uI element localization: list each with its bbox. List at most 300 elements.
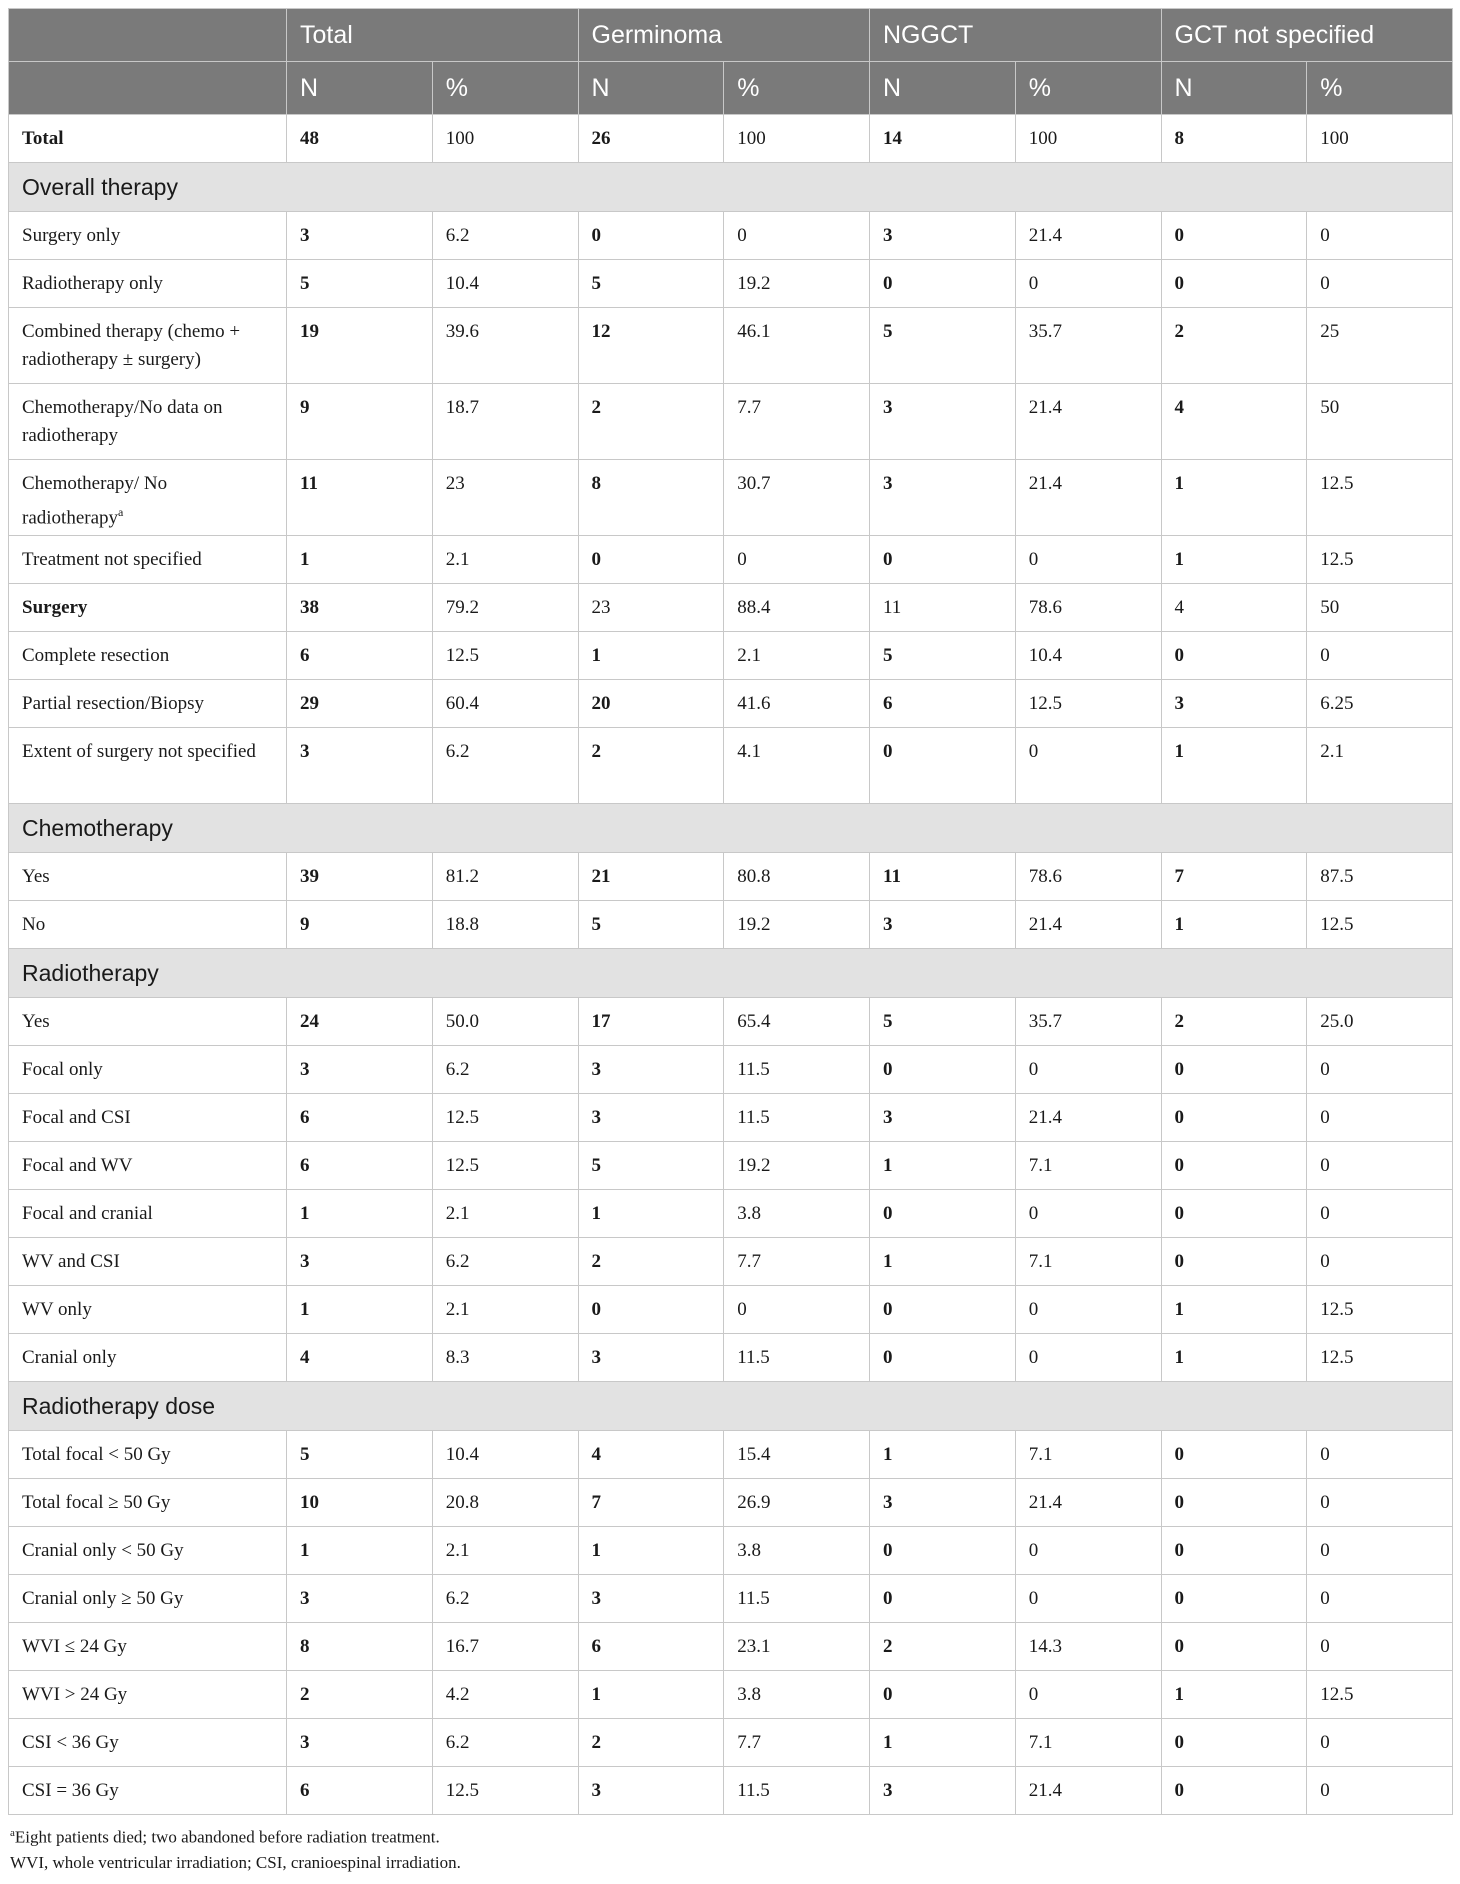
table-row [9, 1527, 1453, 1575]
cell-count: 48 [287, 115, 433, 163]
cell-count: 3 [578, 1334, 724, 1382]
section-header-row [9, 1382, 1453, 1431]
section-header-row [9, 949, 1453, 998]
row-label [9, 1575, 287, 1623]
table-header [9, 9, 1453, 115]
row-label [9, 584, 287, 632]
cell-percent: 65.4 [724, 998, 870, 1046]
cell-count: 1 [1161, 1671, 1307, 1719]
table-row [9, 1671, 1453, 1719]
cell-percent: 6.2 [432, 1719, 578, 1767]
cell-count: 3 [287, 1046, 433, 1094]
cell-count: 3 [578, 1046, 724, 1094]
row-label [9, 308, 287, 384]
header-sub: % [1015, 62, 1161, 115]
cell-count: 1 [870, 1238, 1016, 1286]
cell-count: 0 [1161, 1719, 1307, 1767]
table-row [9, 384, 1453, 460]
therapy-table [8, 8, 1453, 1815]
row-label [9, 728, 287, 804]
row-label-text: WVI ≤ 24 Gy [22, 1636, 127, 1657]
cell-count: 2 [578, 384, 724, 460]
cell-count: 14 [870, 115, 1016, 163]
cell-count: 4 [1161, 584, 1307, 632]
row-label [9, 1238, 287, 1286]
cell-percent: 20.8 [432, 1479, 578, 1527]
cell-percent: 79.2 [432, 584, 578, 632]
row-label-text: Radiotherapy only [22, 273, 163, 294]
table-row [9, 460, 1453, 536]
cell-count: 0 [1161, 1142, 1307, 1190]
cell-percent: 35.7 [1015, 308, 1161, 384]
cell-count: 0 [1161, 260, 1307, 308]
cell-count: 2 [1161, 998, 1307, 1046]
cell-count: 20 [578, 680, 724, 728]
cell-count: 0 [1161, 1767, 1307, 1815]
cell-percent: 60.4 [432, 680, 578, 728]
table-row [9, 998, 1453, 1046]
row-label [9, 1527, 287, 1575]
cell-count: 26 [578, 115, 724, 163]
cell-percent: 0 [1307, 1527, 1453, 1575]
row-label-text: CSI < 36 Gy [22, 1732, 119, 1753]
cell-count: 0 [1161, 1575, 1307, 1623]
header-group: GCT not specified [1161, 9, 1453, 62]
row-label-text: Total focal < 50 Gy [22, 1444, 171, 1465]
cell-count: 23 [578, 584, 724, 632]
row-label-text: Yes [22, 1011, 50, 1032]
cell-count: 3 [287, 1238, 433, 1286]
cell-percent: 25.0 [1307, 998, 1453, 1046]
cell-percent: 12.5 [1015, 680, 1161, 728]
cell-count: 1 [870, 1431, 1016, 1479]
header-group: Total [287, 9, 579, 62]
cell-count: 9 [287, 901, 433, 949]
cell-percent: 11.5 [724, 1767, 870, 1815]
cell-percent: 50.0 [432, 998, 578, 1046]
cell-percent: 19.2 [724, 901, 870, 949]
row-label-text: Focal and cranial [22, 1203, 153, 1224]
cell-percent: 18.8 [432, 901, 578, 949]
cell-percent: 12.5 [1307, 1671, 1453, 1719]
table-row [9, 1334, 1453, 1382]
cell-count: 1 [578, 1671, 724, 1719]
row-label-text: Chemotherapy/No data on radiotherapy [22, 397, 223, 446]
cell-count: 17 [578, 998, 724, 1046]
cell-percent: 23 [432, 460, 578, 536]
cell-count: 3 [870, 212, 1016, 260]
cell-percent: 21.4 [1015, 212, 1161, 260]
cell-count: 0 [1161, 1238, 1307, 1286]
table-row [9, 1238, 1453, 1286]
cell-percent: 0 [1015, 260, 1161, 308]
row-label-text: Chemotherapy/ No radiotherapy [22, 473, 168, 529]
cell-count: 3 [870, 1479, 1016, 1527]
cell-percent: 6.2 [432, 1238, 578, 1286]
row-label-text: Focal and CSI [22, 1107, 131, 1128]
cell-percent: 7.1 [1015, 1431, 1161, 1479]
table-row [9, 308, 1453, 384]
header-group: NGGCT [870, 9, 1162, 62]
cell-percent: 21.4 [1015, 901, 1161, 949]
footnote-abbreviations: WVI, whole ventricular irradiation; CSI, cranioespinal irradiation. [10, 1852, 461, 1872]
cell-percent: 3.8 [724, 1527, 870, 1575]
table-row [9, 1575, 1453, 1623]
row-label-text: Focal only [22, 1059, 103, 1080]
cell-percent: 12.5 [432, 1767, 578, 1815]
cell-percent: 35.7 [1015, 998, 1161, 1046]
table-row [9, 212, 1453, 260]
cell-percent: 0 [1307, 1431, 1453, 1479]
table-row [9, 853, 1453, 901]
cell-percent: 50 [1307, 584, 1453, 632]
row-label-text: WV only [22, 1299, 92, 1320]
cell-percent: 0 [1015, 1190, 1161, 1238]
cell-percent: 6.2 [432, 1046, 578, 1094]
cell-count: 8 [1161, 115, 1307, 163]
cell-percent: 19.2 [724, 260, 870, 308]
row-label-text: Extent of surgery not specified [22, 741, 256, 762]
cell-percent: 4.1 [724, 728, 870, 804]
cell-count: 3 [870, 1094, 1016, 1142]
footnote-a [10, 1821, 1452, 1850]
cell-count: 3 [578, 1094, 724, 1142]
table-row [9, 115, 1453, 163]
cell-percent: 15.4 [724, 1431, 870, 1479]
row-label [9, 384, 287, 460]
cell-count: 1 [578, 1190, 724, 1238]
row-label-text: Partial resection/Biopsy [22, 693, 205, 714]
cell-count: 29 [287, 680, 433, 728]
cell-percent: 30.7 [724, 460, 870, 536]
cell-count: 0 [870, 1527, 1016, 1575]
cell-percent: 14.3 [1015, 1623, 1161, 1671]
cell-percent: 12.5 [1307, 460, 1453, 536]
cell-count: 21 [578, 853, 724, 901]
table-row [9, 1719, 1453, 1767]
cell-count: 1 [578, 632, 724, 680]
row-label [9, 1623, 287, 1671]
cell-count: 8 [287, 1623, 433, 1671]
cell-percent: 0 [1307, 1094, 1453, 1142]
cell-percent: 0 [1307, 1719, 1453, 1767]
row-label [9, 853, 287, 901]
cell-percent: 6.2 [432, 728, 578, 804]
cell-count: 1 [1161, 460, 1307, 536]
table-container [8, 8, 1452, 1875]
header-sub: N [578, 62, 724, 115]
header-corner-sub [9, 62, 287, 115]
cell-percent: 3.8 [724, 1671, 870, 1719]
cell-count: 2 [578, 1719, 724, 1767]
table-row [9, 1286, 1453, 1334]
table-row [9, 1767, 1453, 1815]
cell-percent: 10.4 [432, 260, 578, 308]
cell-percent: 41.6 [724, 680, 870, 728]
cell-count: 0 [870, 728, 1016, 804]
cell-count: 1 [578, 1527, 724, 1575]
cell-count: 0 [1161, 1046, 1307, 1094]
cell-count: 1 [870, 1719, 1016, 1767]
cell-percent: 81.2 [432, 853, 578, 901]
row-label [9, 260, 287, 308]
cell-percent: 0 [1015, 1286, 1161, 1334]
row-label [9, 1094, 287, 1142]
header-sub: N [287, 62, 433, 115]
cell-count: 1 [1161, 1334, 1307, 1382]
cell-count: 3 [578, 1767, 724, 1815]
cell-percent: 12.5 [1307, 536, 1453, 584]
cell-count: 6 [578, 1623, 724, 1671]
row-label [9, 1142, 287, 1190]
cell-count: 38 [287, 584, 433, 632]
cell-count: 3 [578, 1575, 724, 1623]
cell-count: 19 [287, 308, 433, 384]
cell-percent: 21.4 [1015, 1767, 1161, 1815]
cell-percent: 12.5 [432, 1142, 578, 1190]
cell-count: 0 [1161, 632, 1307, 680]
table-row [9, 728, 1453, 804]
cell-percent: 0 [1015, 1671, 1161, 1719]
cell-count: 0 [870, 1286, 1016, 1334]
cell-count: 7 [578, 1479, 724, 1527]
row-label-text: Yes [22, 866, 50, 887]
cell-count: 4 [1161, 384, 1307, 460]
cell-count: 0 [1161, 1431, 1307, 1479]
table-row [9, 584, 1453, 632]
cell-percent: 19.2 [724, 1142, 870, 1190]
cell-count: 11 [870, 584, 1016, 632]
header-sub: N [1161, 62, 1307, 115]
cell-count: 0 [1161, 1190, 1307, 1238]
row-label [9, 680, 287, 728]
header-sub: % [724, 62, 870, 115]
section-title: Radiotherapy dose [9, 1382, 1453, 1431]
cell-percent: 21.4 [1015, 384, 1161, 460]
section-header-row [9, 804, 1453, 853]
cell-count: 1 [287, 1527, 433, 1575]
footnote-a-mark: a [10, 1827, 15, 1839]
cell-count: 0 [870, 1575, 1016, 1623]
cell-percent: 12.5 [432, 1094, 578, 1142]
cell-count: 12 [578, 308, 724, 384]
cell-count: 5 [578, 260, 724, 308]
table-row [9, 260, 1453, 308]
cell-count: 0 [870, 260, 1016, 308]
cell-percent: 0 [1307, 1479, 1453, 1527]
cell-count: 1 [287, 1190, 433, 1238]
cell-count: 2 [287, 1671, 433, 1719]
cell-count: 5 [870, 632, 1016, 680]
cell-count: 2 [578, 728, 724, 804]
row-label [9, 212, 287, 260]
cell-percent: 100 [1015, 115, 1161, 163]
row-label [9, 1190, 287, 1238]
row-label-text: Treatment not specified [22, 549, 202, 570]
cell-count: 5 [287, 260, 433, 308]
cell-percent: 2.1 [724, 632, 870, 680]
cell-percent: 0 [1307, 1142, 1453, 1190]
cell-count: 3 [870, 460, 1016, 536]
cell-count: 5 [578, 901, 724, 949]
cell-percent: 0 [1307, 632, 1453, 680]
header-group: Germinoma [578, 9, 870, 62]
cell-count: 2 [870, 1623, 1016, 1671]
cell-count: 3 [287, 1575, 433, 1623]
cell-percent: 3.8 [724, 1190, 870, 1238]
row-label [9, 1046, 287, 1094]
table-row [9, 1046, 1453, 1094]
cell-percent: 11.5 [724, 1046, 870, 1094]
cell-percent: 88.4 [724, 584, 870, 632]
row-label-text: Total focal ≥ 50 Gy [22, 1492, 171, 1513]
cell-percent: 0 [1307, 1767, 1453, 1815]
table-row [9, 1094, 1453, 1142]
cell-percent: 2.1 [432, 1286, 578, 1334]
row-label [9, 1479, 287, 1527]
row-label-text: CSI = 36 Gy [22, 1780, 119, 1801]
cell-count: 1 [287, 1286, 433, 1334]
cell-percent: 10.4 [1015, 632, 1161, 680]
cell-count: 6 [287, 632, 433, 680]
table-row [9, 1142, 1453, 1190]
cell-percent: 0 [724, 212, 870, 260]
cell-percent: 6.2 [432, 1575, 578, 1623]
cell-count: 3 [287, 1719, 433, 1767]
table-row [9, 536, 1453, 584]
cell-percent: 23.1 [724, 1623, 870, 1671]
cell-count: 6 [287, 1142, 433, 1190]
cell-count: 6 [287, 1094, 433, 1142]
footnote-a-text: Eight patients died; two abandoned before radiation treatment. [14, 1827, 440, 1847]
cell-count: 39 [287, 853, 433, 901]
row-label [9, 1431, 287, 1479]
cell-percent: 10.4 [432, 1431, 578, 1479]
section-title: Chemotherapy [9, 804, 1453, 853]
row-label-text: No [22, 914, 46, 935]
row-label-text: Cranial only ≥ 50 Gy [22, 1588, 184, 1609]
cell-count: 11 [287, 460, 433, 536]
cell-count: 4 [287, 1334, 433, 1382]
header-sub: % [432, 62, 578, 115]
cell-percent: 46.1 [724, 308, 870, 384]
cell-percent: 100 [1307, 115, 1453, 163]
row-label-text: Surgery only [22, 225, 121, 246]
cell-count: 7 [1161, 853, 1307, 901]
row-label-text: Focal and WV [22, 1155, 133, 1176]
cell-count: 6 [870, 680, 1016, 728]
cell-percent: 80.8 [724, 853, 870, 901]
cell-percent: 26.9 [724, 1479, 870, 1527]
table-row [9, 901, 1453, 949]
cell-count: 0 [1161, 212, 1307, 260]
cell-percent: 4.2 [432, 1671, 578, 1719]
cell-percent: 0 [1307, 212, 1453, 260]
cell-count: 4 [578, 1431, 724, 1479]
cell-percent: 6.25 [1307, 680, 1453, 728]
cell-count: 0 [870, 1190, 1016, 1238]
cell-percent: 100 [724, 115, 870, 163]
cell-percent: 7.1 [1015, 1238, 1161, 1286]
cell-percent: 0 [1307, 1623, 1453, 1671]
row-label [9, 1334, 287, 1382]
cell-percent: 0 [1307, 1575, 1453, 1623]
row-label [9, 1286, 287, 1334]
row-label [9, 536, 287, 584]
cell-count: 3 [870, 1767, 1016, 1815]
cell-percent: 0 [1307, 1238, 1453, 1286]
row-label [9, 115, 287, 163]
table-row [9, 1623, 1453, 1671]
header-row-groups [9, 9, 1453, 62]
cell-percent: 12.5 [1307, 901, 1453, 949]
cell-count: 24 [287, 998, 433, 1046]
cell-count: 1 [1161, 728, 1307, 804]
cell-percent: 2.1 [432, 1527, 578, 1575]
cell-percent: 12.5 [1307, 1286, 1453, 1334]
cell-percent: 0 [1307, 1190, 1453, 1238]
cell-count: 0 [1161, 1479, 1307, 1527]
table-row [9, 632, 1453, 680]
cell-count: 3 [287, 728, 433, 804]
cell-percent: 8.3 [432, 1334, 578, 1382]
cell-count: 0 [870, 1334, 1016, 1382]
cell-percent: 12.5 [432, 632, 578, 680]
header-row-sub [9, 62, 1453, 115]
cell-count: 0 [870, 1046, 1016, 1094]
cell-percent: 100 [432, 115, 578, 163]
cell-percent: 21.4 [1015, 1094, 1161, 1142]
cell-percent: 16.7 [432, 1623, 578, 1671]
cell-count: 3 [870, 901, 1016, 949]
cell-percent: 11.5 [724, 1575, 870, 1623]
row-label-text: Cranial only < 50 Gy [22, 1540, 184, 1561]
cell-percent: 6.2 [432, 212, 578, 260]
row-label-text: WV and CSI [22, 1251, 120, 1272]
cell-count: 3 [287, 212, 433, 260]
row-label [9, 1767, 287, 1815]
cell-count: 3 [1161, 680, 1307, 728]
cell-count: 0 [578, 536, 724, 584]
row-label [9, 1671, 287, 1719]
cell-count: 1 [1161, 1286, 1307, 1334]
cell-percent: 11.5 [724, 1334, 870, 1382]
cell-count: 1 [1161, 901, 1307, 949]
cell-count: 1 [870, 1142, 1016, 1190]
cell-count: 0 [578, 212, 724, 260]
cell-percent: 25 [1307, 308, 1453, 384]
row-label-text: WVI > 24 Gy [22, 1684, 128, 1705]
table-row [9, 680, 1453, 728]
cell-count: 2 [578, 1238, 724, 1286]
cell-count: 5 [870, 308, 1016, 384]
header-sub: N [870, 62, 1016, 115]
cell-percent: 0 [1015, 728, 1161, 804]
cell-percent: 11.5 [724, 1094, 870, 1142]
cell-percent: 87.5 [1307, 853, 1453, 901]
row-label [9, 1719, 287, 1767]
cell-percent: 0 [1015, 1046, 1161, 1094]
cell-percent: 0 [1015, 1334, 1161, 1382]
cell-count: 0 [578, 1286, 724, 1334]
cell-percent: 7.7 [724, 1238, 870, 1286]
row-label [9, 998, 287, 1046]
cell-percent: 7.7 [724, 384, 870, 460]
table-row [9, 1431, 1453, 1479]
cell-percent: 50 [1307, 384, 1453, 460]
cell-percent: 21.4 [1015, 1479, 1161, 1527]
section-header-row [9, 163, 1453, 212]
